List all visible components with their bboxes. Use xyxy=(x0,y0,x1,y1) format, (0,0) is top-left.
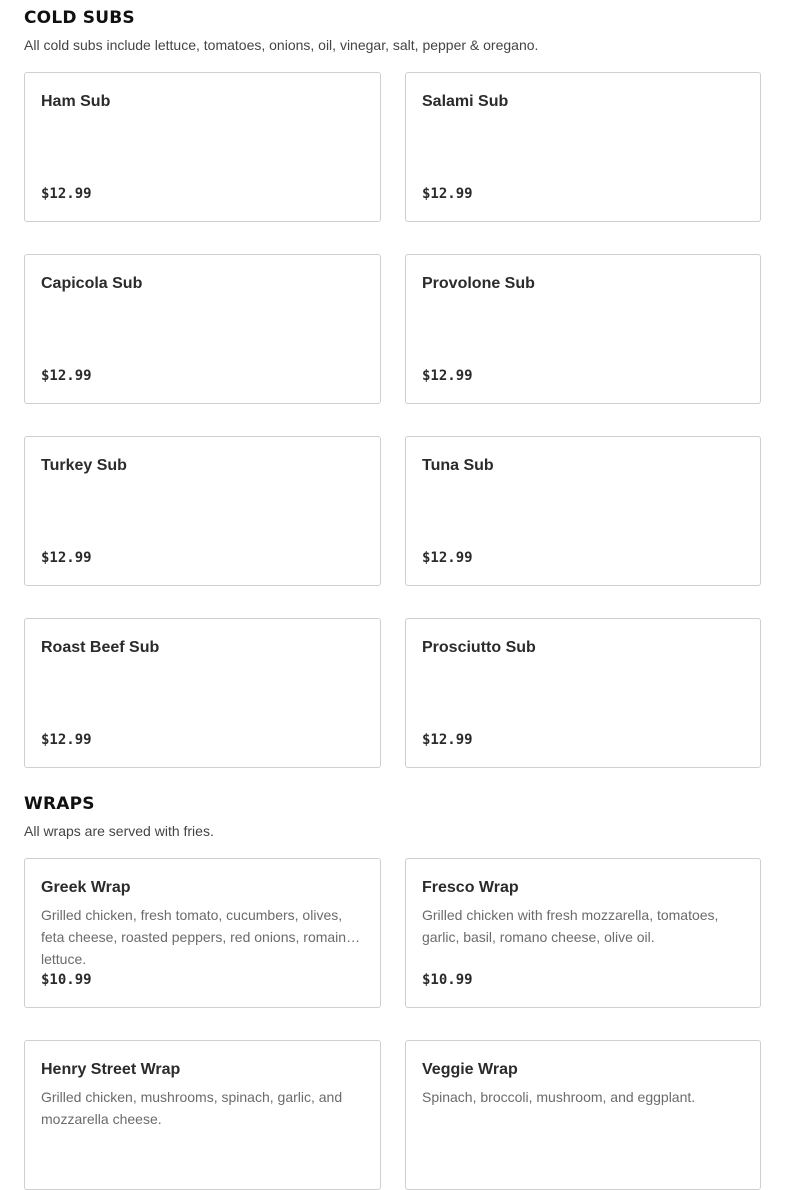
section-title: COLD SUBS xyxy=(24,8,135,28)
menu-item-card[interactable] xyxy=(405,72,761,222)
section-title: WRAPS xyxy=(24,794,95,814)
menu-item-description: Grilled chicken, fresh tomato, cucumbers, olives, feta cheese, roasted peppers, red onions, romaine lettuce. xyxy=(41,907,354,967)
cold-subs-section xyxy=(24,8,761,768)
menu-item-price: $12.99 xyxy=(41,732,92,748)
menu-item-card[interactable] xyxy=(24,436,381,586)
section-description: All cold subs include lettuce, tomatoes, onions, oil, vinegar, salt, pepper & oregano. xyxy=(24,37,539,53)
menu-item-card[interactable] xyxy=(24,254,381,404)
menu-item-grid xyxy=(24,72,761,768)
menu-item-card[interactable] xyxy=(405,858,761,1008)
menu-item-name: Henry Street Wrap xyxy=(41,1061,181,1078)
menu-item-card[interactable] xyxy=(405,254,761,404)
menu-item-card[interactable] xyxy=(24,1040,381,1190)
menu-item-card[interactable] xyxy=(405,1040,761,1190)
menu-item-price: $12.99 xyxy=(41,368,92,384)
wraps-section xyxy=(24,794,761,1190)
menu-item-card[interactable] xyxy=(24,858,381,1008)
menu-item-name: Veggie Wrap xyxy=(422,1061,518,1078)
section-description: All wraps are served with fries. xyxy=(24,823,214,839)
menu-item-name: Roast Beef Sub xyxy=(41,639,160,656)
menu-item-name: Prosciutto Sub xyxy=(422,639,536,656)
menu-item-price: $10.99 xyxy=(422,972,473,988)
menu-item-card[interactable] xyxy=(24,618,381,768)
menu-item-name: Provolone Sub xyxy=(422,275,535,292)
menu-item-price: $10.99 xyxy=(41,972,92,988)
menu-item-description: Spinach, broccoli, mushroom, and eggplant. xyxy=(422,1089,696,1105)
menu-item-name: Ham Sub xyxy=(41,93,111,110)
menu-item-card[interactable] xyxy=(405,436,761,586)
menu-item-price: $12.99 xyxy=(422,368,473,384)
menu-item-card[interactable] xyxy=(24,72,381,222)
menu-item-name: Salami Sub xyxy=(422,93,509,110)
menu-item-grid xyxy=(24,858,761,1190)
menu-item-name: Tuna Sub xyxy=(422,457,494,474)
menu-item-name: Capicola Sub xyxy=(41,275,143,292)
menu-item-price: $12.99 xyxy=(422,732,473,748)
menu-item-name: Greek Wrap xyxy=(41,879,131,896)
menu-item-description: Grilled chicken with fresh mozzarella, tomatoes, garlic, basil, romano cheese, olive oil. xyxy=(422,907,719,945)
menu-item-name: Turkey Sub xyxy=(41,457,127,474)
menu-item-name: Fresco Wrap xyxy=(422,879,519,896)
menu-item-price: $12.99 xyxy=(422,186,473,202)
menu-item-card[interactable] xyxy=(405,618,761,768)
menu-item-price: $12.99 xyxy=(422,550,473,566)
menu-item-price: $12.99 xyxy=(41,550,92,566)
menu-item-description: Grilled chicken, mushrooms, spinach, garlic, and mozzarella cheese. xyxy=(41,1089,343,1127)
menu-item-price: $12.99 xyxy=(41,186,92,202)
